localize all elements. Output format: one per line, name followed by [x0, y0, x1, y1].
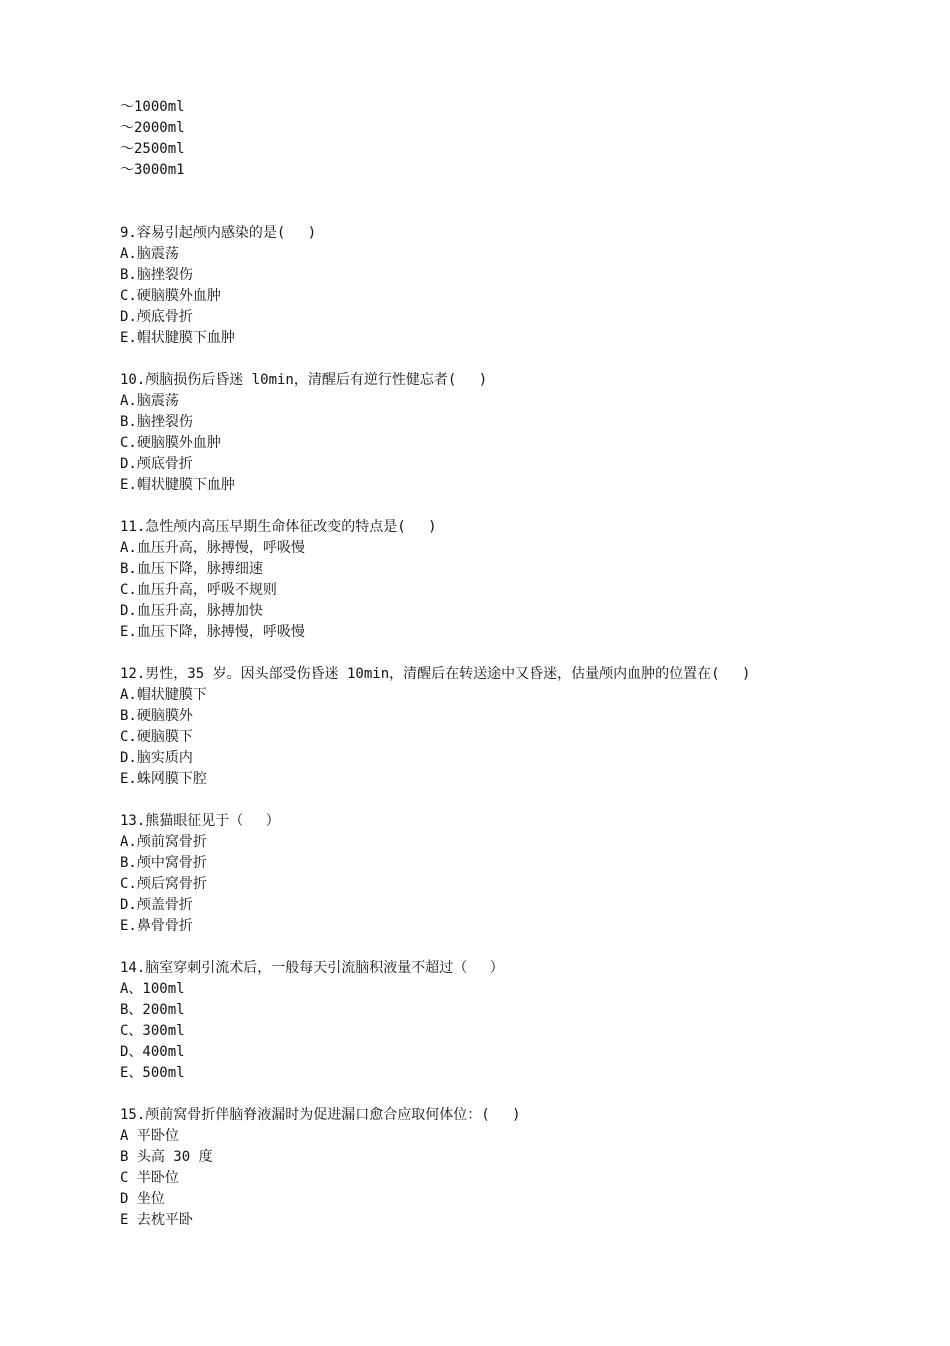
question-13 — [120, 811, 920, 937]
option-text: C、300ml — [120, 1023, 185, 1039]
option-text: D.颅盖骨折 — [120, 897, 193, 913]
option-text: C.血压升高，呼吸不规则 — [120, 582, 277, 598]
option-text: C 半卧位 — [120, 1170, 179, 1186]
option-text: B、200ml — [120, 1002, 185, 1018]
option-text: A.颅前窝骨折 — [120, 834, 207, 850]
question-stem: 11.急性颅内高压早期生命体征改变的特点是( ) — [120, 519, 437, 535]
option-text: C.颅后窝骨折 — [120, 876, 207, 892]
option-text: E.帽状腱膜下血肿 — [120, 477, 235, 493]
option-text: ～3000m1 — [120, 162, 185, 178]
option-text: C.硬脑膜外血肿 — [120, 435, 221, 451]
option-text: D 坐位 — [120, 1191, 165, 1207]
option-text: B.血压下降，脉搏细速 — [120, 561, 263, 577]
option-text: B.颅中窝骨折 — [120, 855, 207, 871]
option-text: A.脑震荡 — [120, 393, 179, 409]
option-text: ～2000ml — [120, 120, 185, 136]
option-text: A.血压升高，脉搏慢，呼吸慢 — [120, 540, 305, 556]
option-text: E.血压下降，脉搏慢，呼吸慢 — [120, 624, 305, 640]
continued-options — [120, 97, 920, 181]
option-text: D.血压升高，脉搏加快 — [120, 603, 263, 619]
question-9 — [120, 223, 920, 349]
question-14 — [120, 958, 920, 1084]
option-text: B.脑挫裂伤 — [120, 414, 193, 430]
option-text: E.蛛网膜下腔 — [120, 771, 207, 787]
question-stem: 9.容易引起颅内感染的是( ) — [120, 225, 317, 241]
question-stem: 10.颅脑损伤后昏迷 l0min，清醒后有逆行性健忘者( ) — [120, 372, 488, 388]
option-text: D.颅底骨折 — [120, 456, 193, 472]
option-text: D、400ml — [120, 1044, 185, 1060]
option-text: B.硬脑膜外 — [120, 708, 193, 724]
option-text: B 头高 30 度 — [120, 1149, 213, 1165]
option-text: A、100ml — [120, 981, 185, 997]
question-12 — [120, 664, 920, 790]
question-stem: 14.脑室穿刺引流术后，一般每天引流脑积液量不超过（ ） — [120, 960, 504, 976]
option-text: E.鼻骨骨折 — [120, 918, 193, 934]
option-text: E 去枕平卧 — [120, 1212, 193, 1228]
option-text: ～1000ml — [120, 99, 185, 115]
option-text: C.硬脑膜外血肿 — [120, 288, 221, 304]
question-10 — [120, 370, 920, 496]
option-text: ～2500ml — [120, 141, 185, 157]
option-text: D.脑实质内 — [120, 750, 193, 766]
document-page — [120, 97, 920, 1231]
option-text: E、500ml — [120, 1065, 185, 1081]
option-text: D.颅底骨折 — [120, 309, 193, 325]
option-text: A 平卧位 — [120, 1128, 179, 1144]
question-11 — [120, 517, 920, 643]
option-text: C.硬脑膜下 — [120, 729, 193, 745]
option-text: A.帽状腱膜下 — [120, 687, 207, 703]
option-text: E.帽状腱膜下血肿 — [120, 330, 235, 346]
question-15 — [120, 1105, 920, 1231]
question-stem: 13.熊猫眼征见于（ ） — [120, 813, 280, 829]
question-stem: 15.颅前窝骨折伴脑脊液漏时为促进漏口愈合应取何体位：( ) — [120, 1107, 521, 1123]
option-text: A.脑震荡 — [120, 246, 179, 262]
option-text: B.脑挫裂伤 — [120, 267, 193, 283]
question-stem: 12.男性，35 岁。因头部受伤昏迷 10min，清醒后在转送途中又昏迷，估量颅内血肿的位置在( ) — [120, 666, 751, 682]
